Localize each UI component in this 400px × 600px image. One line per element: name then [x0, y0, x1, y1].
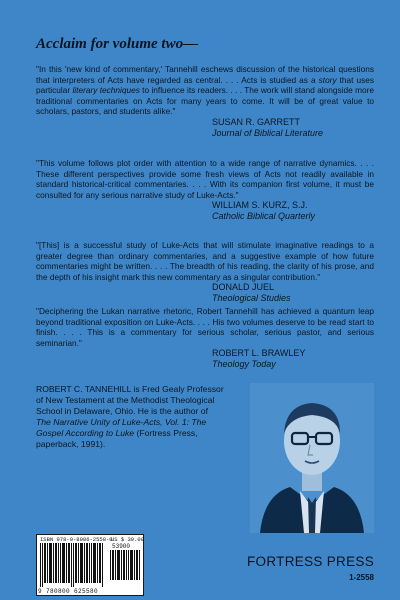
- quote-text: "This volume follows plot order with attention to a wide range of narrative dynamics. . . . These different perspectives provide some fresh views of Acts not readily available in standard historical-critical commentaries. . . . With its companion first volume, it must be consulted for any serious narrative study of Luke-Acts.": [36, 158, 374, 200]
- addon-number: 53900: [112, 543, 131, 550]
- review-quote-3: [36, 240, 374, 304]
- review-source: Theology Today: [212, 358, 276, 369]
- review-source: Journal of Biblical Literature: [212, 127, 324, 138]
- publisher-name: FORTRESS PRESS: [247, 554, 374, 569]
- quote-text: "[This] is a successful study of Luke-Acts that will stimulate imaginative readings to a greater degree than ordinary commentaries, and a suggestive example of how future commentaries might be written. . . . The breadth of his reading, the clarity of his prose, and the depth of his insight mark this new commentary as a singular contribution.": [36, 240, 374, 282]
- quote-attribution: [212, 348, 374, 369]
- review-quote-2: [36, 158, 374, 222]
- quote-attribution: [212, 200, 374, 221]
- acclaim-heading: Acclaim for volume two—: [36, 36, 199, 52]
- review-quote-1: [36, 64, 374, 138]
- quote-attribution: [212, 282, 374, 303]
- reviewer-name: SUSAN R. GARRETT: [212, 116, 301, 127]
- review-source: Theological Studies: [212, 292, 291, 303]
- quote-text: "Deciphering the Lukan narrative rhetoric, Robert Tannehill has achieved a quantum leap beyond traditional exposition on Luke-Acts. . . . His two volumes deserve to be read start to finish. . . . This is a commentary for serious scholar, serious pastor, and serious seminarian.": [36, 306, 374, 348]
- review-source: Catholic Biblical Quarterly: [212, 210, 316, 221]
- reviewer-name: ROBERT L. BRAWLEY: [212, 348, 306, 359]
- barcode-icon: [40, 543, 104, 587]
- book-title: The Narrative Unity of Luke-Acts, Vol. 1: The Gospel According to Luke: [36, 417, 207, 438]
- quote-text: "In this 'new kind of commentary,' Tannehill eschews discussion of the historical questions that interpreters of Acts have regarded as central. . . . Acts is studied as a story that uses particular literary techniques to influence its readers. . . . The work will stand alongside more traditional commentaries on Acts for many years to come. It will be of great value to scholars, pastors, and students alike.": [36, 64, 374, 117]
- reviewer-name: WILLIAM S. KURZ, S.J.: [212, 200, 308, 211]
- catalog-number: 1-2558: [349, 573, 374, 582]
- addon-barcode-icon: [110, 550, 140, 580]
- reviewer-name: DONALD JUEL: [212, 282, 275, 293]
- barcode-number: 9 780800 625580: [38, 588, 99, 595]
- isbn-text: ISBN 978-0-8006-2558-0: [40, 536, 113, 543]
- price-text: US $ 39.00: [111, 536, 145, 543]
- quote-attribution: [212, 117, 374, 138]
- review-quote-4: [36, 306, 374, 370]
- author-photo: [250, 383, 374, 533]
- author-bio: ROBERT C. TANNEHILL is Fred Gealy Professor of New Testament at the Methodist Theological School in Delaware, Ohio. He is the author of The Narrative Unity of Luke-Acts, Vol. 1: The Gospel According to Luke (Fortress Press, paperback, 1991).: [36, 384, 224, 449]
